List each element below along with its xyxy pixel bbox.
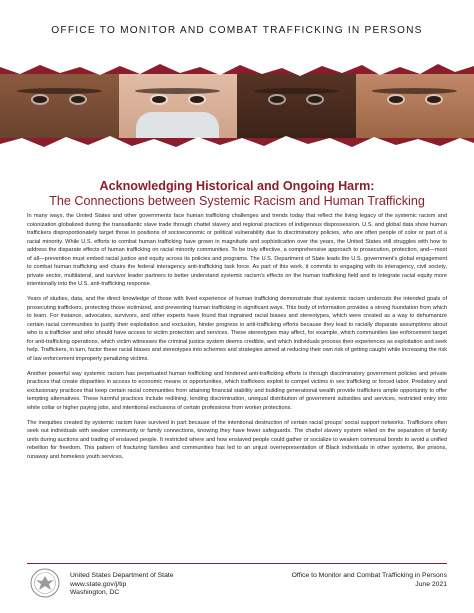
paragraph: The inequities created by systemic racism have survived in part because of the intentional destruction of certain racial groups' social support networks. Traffickers often seek out individuals with weaker community or family connections, knowing they have fewer safeguards. The chattel slavery system relied on the separation of family units during auctions and trading of enslaved people. It restricted where and how enslaved people could gather or socialize to weaken communal bonds to avoid a unified rebellion for freedom. This pattern of fracturing families and communities has led to an unjust overrepresentation of Black individuals in other systems, like prisons, runaway and homeless youth services, bbox=[27, 419, 447, 460]
footer-city: Washington, DC bbox=[70, 589, 120, 597]
face-1-left-eye bbox=[33, 96, 47, 103]
office-header-title: OFFICE TO MONITOR AND COMBAT TRAFFICKING IN PERSONS bbox=[51, 25, 423, 36]
article-body bbox=[27, 212, 447, 468]
face-4-right-eye bbox=[427, 96, 441, 103]
footer-date: June 2021 bbox=[415, 580, 447, 588]
paragraph: Another powerful way systemic racism has perpetuated human trafficking and hindered anti-trafficking efforts is through discriminatory government policies and private practices that create disparities in access to economic means or opportunities, which traffickers exploit to compel victims in sex trafficking or forced labor. Predatory and exclusionary practices that keep certain racial communities from attaining financial stability and building generational wealth provide traffickers ample opportunity to offer tempting alternatives. These harmful practices include redlining, lending discrimination, unequal distribution of government subsidies and services, restricted entry into white collar or higher paying jobs, and intentional exclusions of certain professions from worker protections. bbox=[27, 370, 447, 411]
footer-contact bbox=[70, 572, 174, 598]
face-1-right-eye bbox=[71, 96, 85, 103]
article-subtitle: The Connections between Systemic Racism and Human Trafficking bbox=[49, 194, 425, 208]
torn-paper-top bbox=[0, 48, 474, 78]
footer-dept: United States Department of State bbox=[70, 572, 174, 579]
face-4-left-eye bbox=[389, 96, 403, 103]
paragraph: Years of studies, data, and the direct knowledge of those with lived experience of human trafficking demonstrate that systemic racism undercuts the intended goals of prosecuting traffickers, protecting those victimized, and preventing human trafficking in significant ways. This body of information provides a strong foundation from which to learn. For instance, advocates, survivors, and other experts have found that ingrained racial biases and stereotypes, which were created as a way to dehumanize certain racial communities to justify their exploitation and exclusion, hinder progress in anti-trafficking efforts because they lead to racially disparate assumptions about who is a trafficker and who should have access to victim protection and services. These stereotypes may affect, for example, which communities law enforcement target for anti-trafficking operations, which victim witnesses the criminal justice system deems credible, and which individuals process their experiences as exploitation and seek help. Traffickers, in turn, factor these racial biases and stereotypes into schemes and strategies aimed at reducing their own risk of getting caught while increasing the risk of law enforcement improperly penalizing victims. bbox=[27, 296, 447, 362]
face-2-brow bbox=[135, 88, 220, 94]
footer-office: Office to Monitor and Combat Trafficking in Persons bbox=[291, 572, 447, 579]
article-title: Acknowledging Historical and Ongoing Harm: bbox=[99, 179, 375, 193]
face-4-brow bbox=[372, 88, 457, 94]
face-1-brow bbox=[17, 88, 102, 94]
face-2-right-eye bbox=[190, 96, 204, 103]
face-3 bbox=[237, 74, 356, 138]
face-1 bbox=[0, 74, 119, 138]
faces-strip bbox=[0, 74, 474, 138]
face-3-right-eye bbox=[308, 96, 322, 103]
face-2-left-eye bbox=[152, 96, 166, 103]
faces-banner bbox=[0, 48, 474, 163]
footer-url[interactable]: www.state.gov/j/tip bbox=[70, 580, 127, 588]
face-3-brow bbox=[254, 88, 339, 94]
torn-paper-bottom bbox=[0, 133, 474, 163]
footer-office-info bbox=[292, 572, 447, 589]
face-2 bbox=[119, 74, 238, 138]
face-4 bbox=[356, 74, 474, 138]
face-3-left-eye bbox=[270, 96, 284, 103]
paragraph: In many ways, the United States and other governments face human trafficking challenges and trends today that reflect the living legacy of the systemic racism and colonization globalized during the transatlantic slave trade through chattel slavery and regional practices of indigenous dispossession. U.S. and global data show human traffickers disproportionately target those in positions of socioeconomic or political vulnerability due to discriminatory policies, who are often people of color or part of a racial minority. While U.S. efforts to combat human trafficking have grown in magnitude and sophistication over the years, the United States still struggles with how to address the disparate effects of human trafficking on racial minority communities. To be truly effective, a comprehensive approach to prosecution, protection, and—most of all—prevention must embed racial justice and equity across its policies and programs. The U.S. Department of State leads the U.S. government's global engagement to combat human trafficking and chairs the federal interagency anti-trafficking task force. As part of this work, it commits to engaging with its interagency, civil society, private sector, multilateral, and survivor leader partners to better understand systemic racism's effects on the human trafficking field and to integrate racial equity more intentionally into the U.S. anti-trafficking response. bbox=[27, 213, 447, 287]
footer-divider bbox=[27, 563, 447, 564]
state-department-seal-icon bbox=[30, 568, 60, 598]
